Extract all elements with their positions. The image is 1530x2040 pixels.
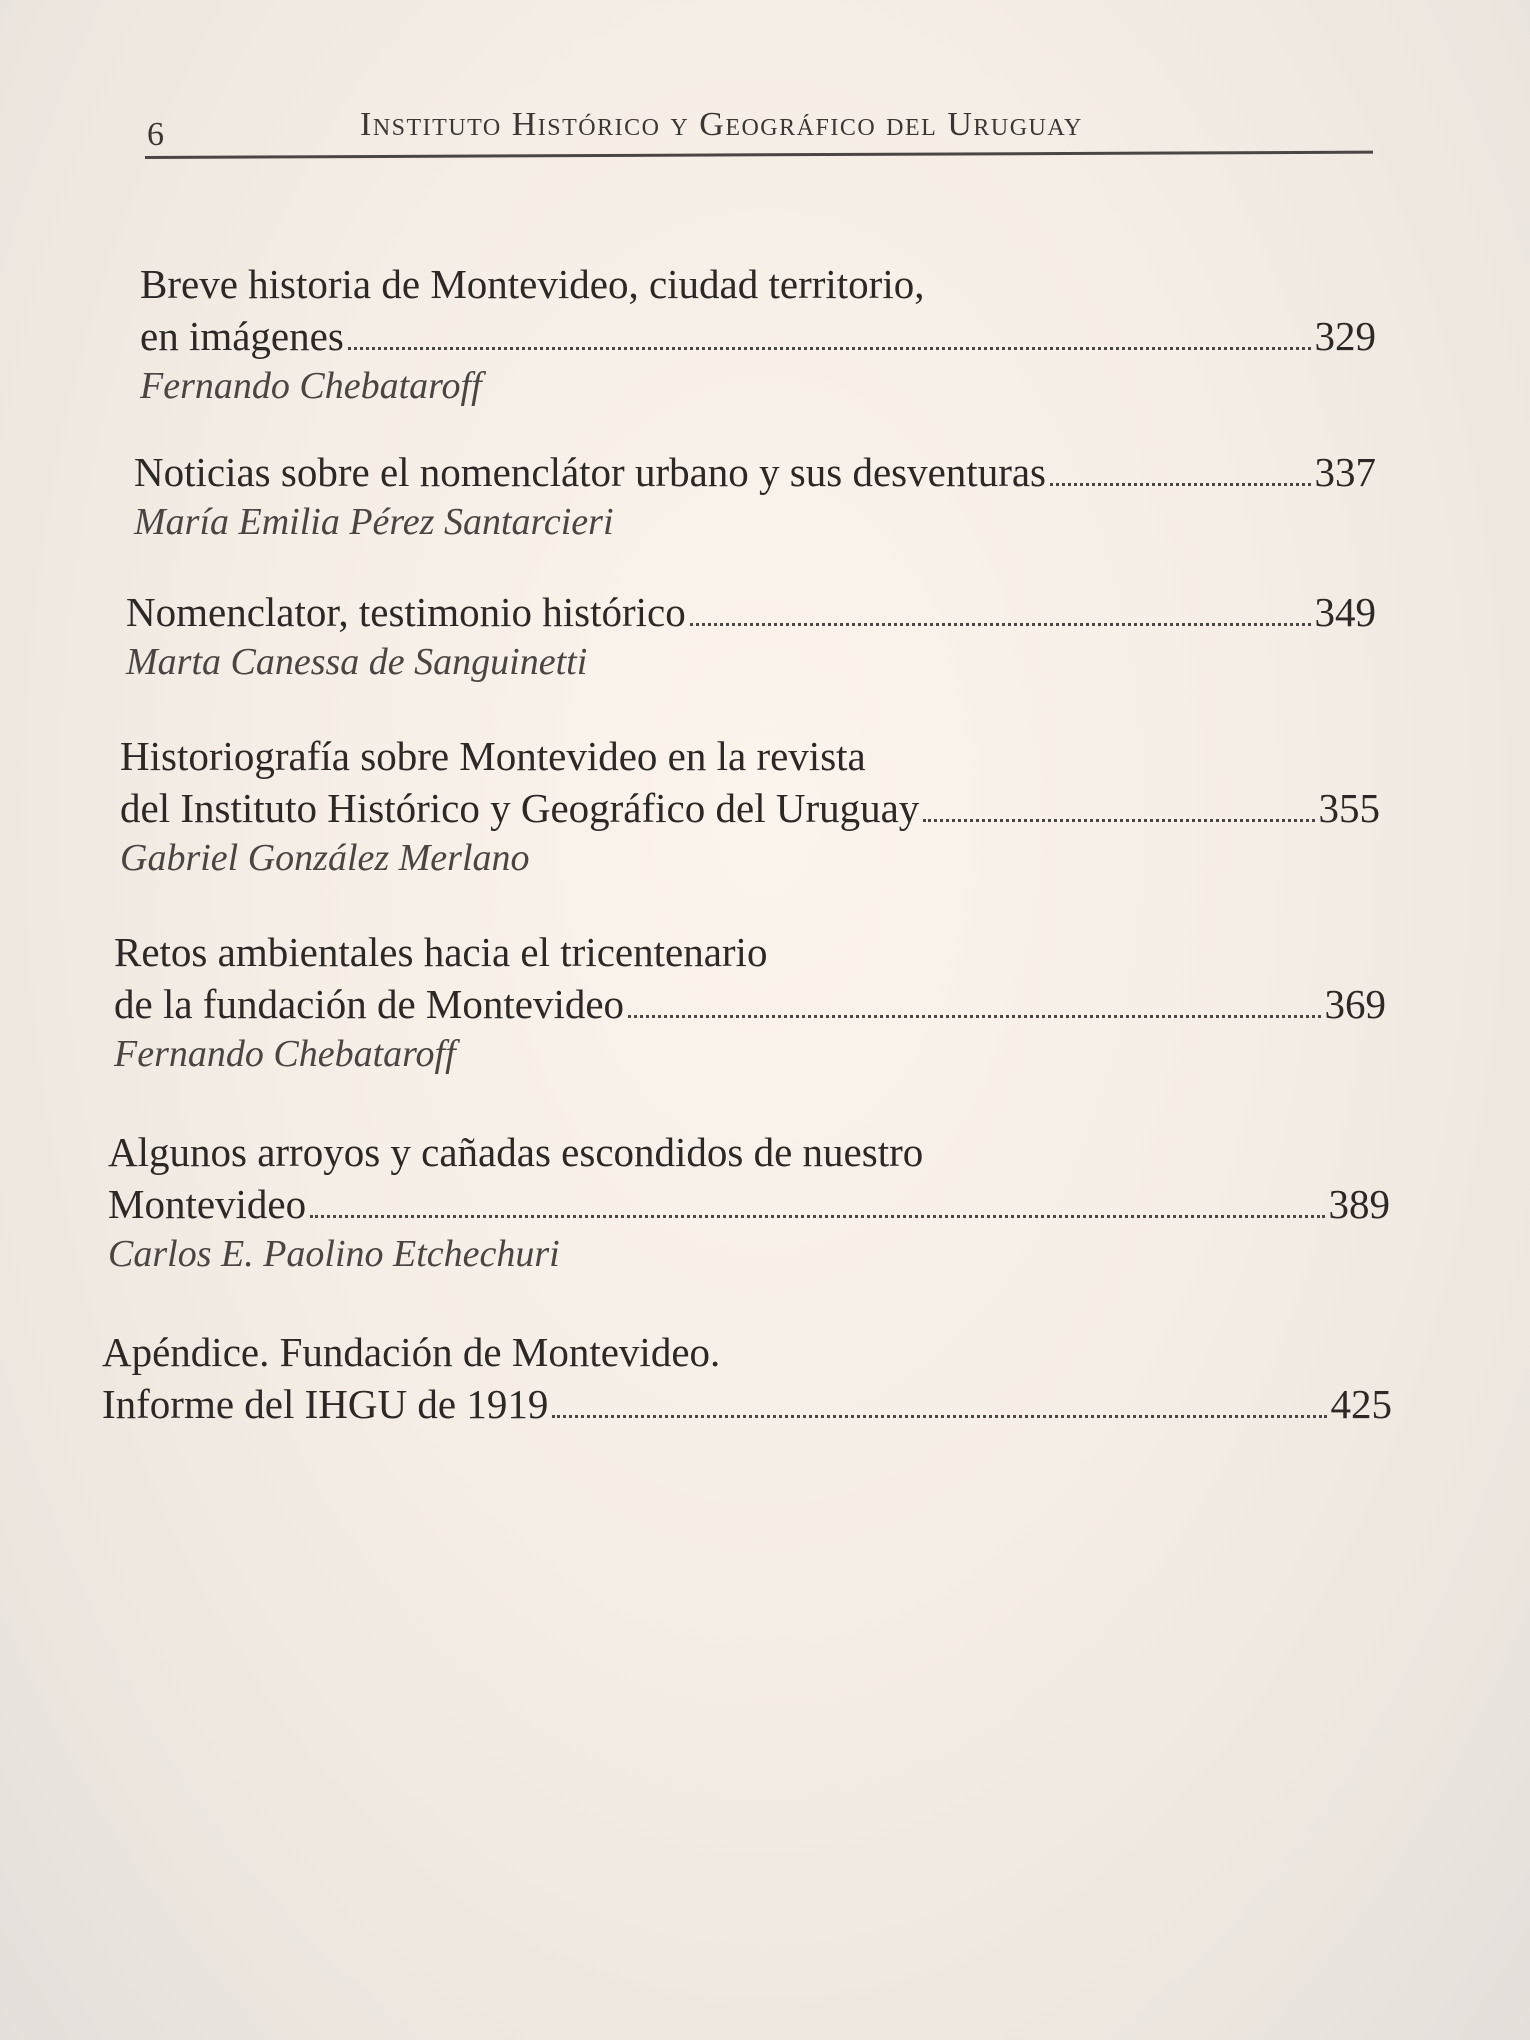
toc-entry-page-number: 389: [1328, 1181, 1390, 1227]
toc-entry-author: Fernando Chebataroff: [140, 365, 482, 407]
toc-entry: [108, 1126, 1390, 1278]
dot-leader: [923, 819, 1314, 822]
dot-leader: [348, 347, 1311, 350]
toc-entry-title: Apéndice. Fundación de Montevideo.: [102, 1329, 721, 1375]
toc-entry: [134, 446, 1376, 546]
toc-entry-title: Retos ambientales hacia el tricentenario: [114, 929, 768, 975]
toc-entry-title-last-line: [102, 1378, 1392, 1430]
toc-entry: [126, 586, 1376, 686]
toc-entry-title: Informe del IHGU de 1919: [102, 1381, 549, 1427]
toc-entry: [114, 926, 1386, 1078]
toc-entry-title: Historiografía sobre Montevideo en la revista: [120, 733, 866, 779]
toc-entry-page-number: 355: [1318, 785, 1380, 831]
toc-entry-title-last-line: [108, 1178, 1390, 1230]
toc-entry-title: Algunos arroyos y cañadas escondidos de nuestro: [108, 1129, 924, 1175]
toc-entry-title: Breve historia de Montevideo, ciudad territorio,: [140, 261, 925, 307]
toc-entry-title-last-line: [114, 978, 1386, 1030]
toc-entry-page-number: 329: [1314, 313, 1376, 359]
running-head-title: Instituto Histórico y Geográfico del Uruguay: [360, 106, 1083, 143]
toc-entry-title-last-line: [140, 310, 1376, 362]
dot-leader: [310, 1215, 1324, 1218]
toc-entry-title-last-line: [120, 782, 1380, 834]
toc-entry: [140, 258, 1376, 410]
toc-entry-title: Nomenclator, testimonio histórico: [126, 589, 686, 635]
dot-leader: [552, 1415, 1326, 1418]
toc-entry-title-last-line: [134, 446, 1376, 498]
toc-entry-title: del Instituto Histórico y Geográfico del Uruguay: [120, 785, 920, 831]
toc-entry: [120, 730, 1380, 882]
toc-entry-page-number: 369: [1324, 981, 1386, 1027]
toc-entry-page-number: 349: [1314, 589, 1376, 635]
dot-leader: [628, 1015, 1320, 1018]
page-number: 6: [147, 116, 164, 153]
toc-entry-title-last-line: [126, 586, 1376, 638]
toc-entry-author: María Emilia Pérez Santarcieri: [134, 501, 614, 543]
toc-entry-title: de la fundación de Montevideo: [114, 981, 625, 1027]
toc-entry-title: Noticias sobre el nomenclátor urbano y sus desventuras: [134, 449, 1047, 495]
toc-entry: [102, 1326, 1392, 1430]
toc-entry-author: Marta Canessa de Sanguinetti: [126, 641, 588, 683]
toc-entry-page-number: 337: [1314, 449, 1376, 495]
toc-entry-author: Fernando Chebataroff: [114, 1033, 456, 1075]
toc-entry-author: Gabriel González Merlano: [120, 837, 530, 879]
toc-entry-title: en imágenes: [140, 313, 344, 359]
toc-entry-author: Carlos E. Paolino Etchechuri: [108, 1233, 560, 1275]
toc-entry-title: Montevideo: [108, 1181, 307, 1227]
dot-leader: [690, 623, 1311, 626]
toc-entry-page-number: 425: [1330, 1381, 1392, 1427]
dot-leader: [1050, 483, 1310, 486]
